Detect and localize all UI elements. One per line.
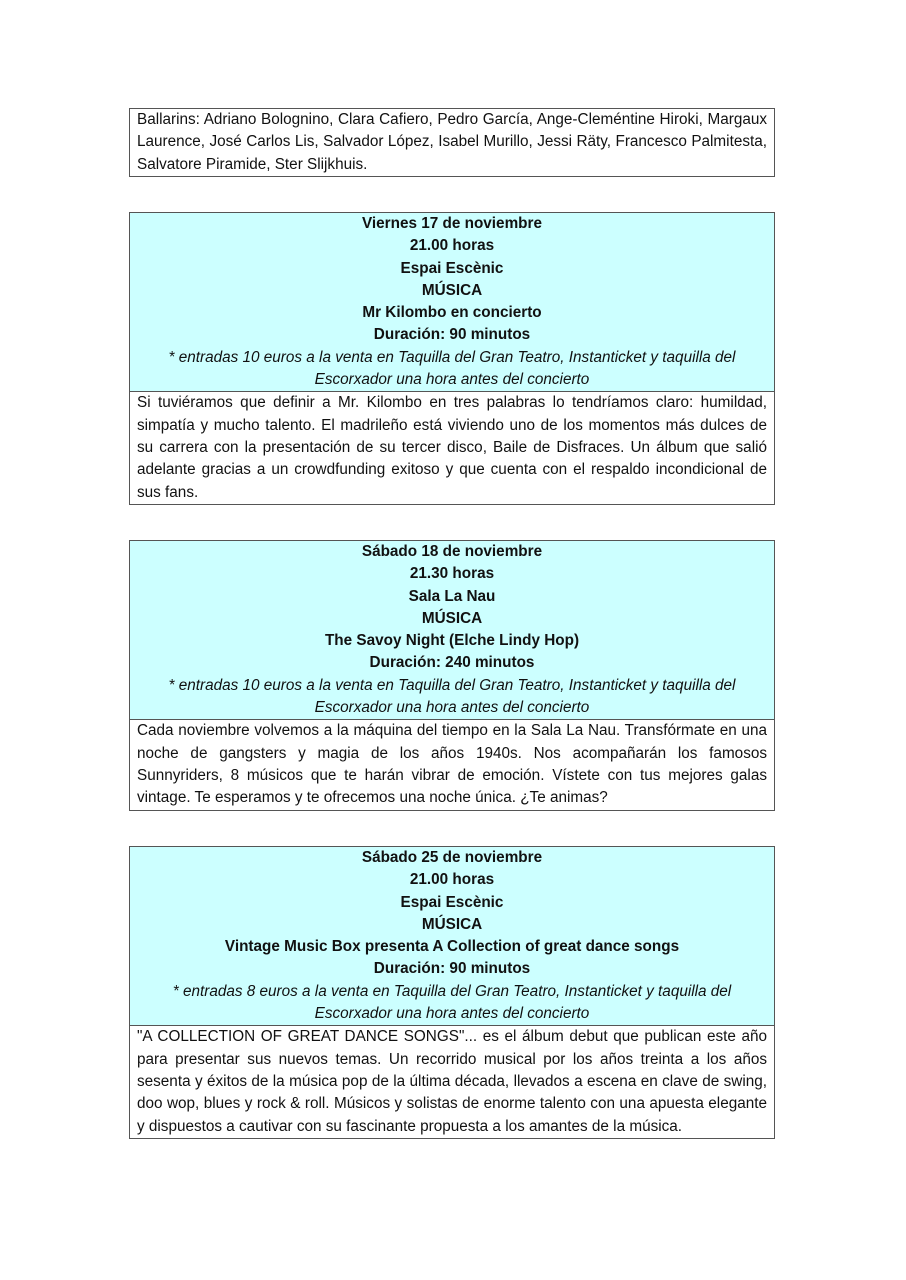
event-category: MÚSICA bbox=[421, 281, 483, 299]
event-tickets: * entradas 10 euros a la venta en Taquilla del Gran Teatro, Instanticket y taquilla del Escorxador una hora antes del concierto bbox=[168, 348, 736, 389]
event-date: Viernes 17 de noviembre bbox=[362, 215, 542, 232]
event-date: Sábado 18 de noviembre bbox=[361, 543, 543, 560]
event-title: Mr Kilombo en concierto bbox=[362, 304, 542, 322]
event-title: The Savoy Night (Elche Lindy Hop) bbox=[324, 632, 580, 650]
event-tickets: * entradas 8 euros a la venta en Taquilla del Gran Teatro, Instanticket y taquilla del Escorxador una hora antes del concierto bbox=[172, 982, 732, 1023]
event-duration: Duración: 90 minutos bbox=[373, 326, 531, 344]
event-card bbox=[129, 212, 775, 505]
event-card bbox=[129, 846, 775, 1139]
event-duration: Duración: 240 minutos bbox=[369, 654, 535, 672]
event-description: Si tuviéramos que definir a Mr. Kilombo en tres palabras lo tendríamos claro: humildad, simpatía y mucho talento. El madrileño está viviendo uno de los momentos más dulces de su carrera con la presentación de su tercer disco, Baile de Disfraces. Un álbum que salió adelante gracias a un crowdfunding exitoso y que cuenta con el respaldo incondicional de sus fans. bbox=[137, 394, 767, 501]
dancers-text: Ballarins: Adriano Bolognino, Clara Cafiero, Pedro García, Ange-Cleméntine Hiroki, Margaux Laurence, José Carlos Lis, Salvador López, Isabel Murillo, Jessi Räty, Francesco Palmitesta, Salvatore Piramide, Ster Slijkhuis. bbox=[137, 111, 767, 173]
event-time: 21.00 horas bbox=[409, 871, 495, 889]
event-time: 21.30 horas bbox=[409, 565, 495, 583]
event-category: MÚSICA bbox=[421, 915, 483, 933]
event-tickets: * entradas 10 euros a la venta en Taquilla del Gran Teatro, Instanticket y taquilla del Escorxador una hora antes del concierto bbox=[168, 676, 736, 717]
event-venue: Espai Escènic bbox=[400, 259, 504, 277]
event-venue: Sala La Nau bbox=[408, 587, 496, 605]
event-header bbox=[130, 213, 774, 392]
event-card bbox=[129, 540, 775, 811]
event-header bbox=[130, 847, 774, 1026]
event-title: Vintage Music Box presenta A Collection of great dance songs bbox=[224, 938, 680, 956]
event-description: "A COLLECTION OF GREAT DANCE SONGS"... es el álbum debut que publican este año para presentar sus nuevos temas. Un recorrido musical por los años treinta a los años sesenta y éxitos de la música pop de la última década, llevados a escena en clave de swing, doo wop, blues y rock & roll. Músicos y solistas de enorme talento con una apuesta elegante y dispuestos a cautivar con su fascinante propuesta a los amantes de la música. bbox=[137, 1028, 767, 1135]
dancers-box bbox=[129, 108, 775, 177]
event-date: Sábado 25 de noviembre bbox=[361, 849, 543, 866]
event-header bbox=[130, 541, 774, 720]
event-duration: Duración: 90 minutos bbox=[373, 960, 531, 978]
event-venue: Espai Escènic bbox=[400, 893, 504, 911]
event-time: 21.00 horas bbox=[409, 237, 495, 255]
event-category: MÚSICA bbox=[421, 609, 483, 627]
event-description: Cada noviembre volvemos a la máquina del tiempo en la Sala La Nau. Transfórmate en una noche de gangsters y magia de los años 1940s. Nos acompañarán los famosos Sunnyriders, 8 músicos que te harán vibrar de emoción. Vístete con tus mejores galas vintage. Te esperamos y te ofrecemos una noche única. ¿Te animas? bbox=[137, 722, 767, 807]
